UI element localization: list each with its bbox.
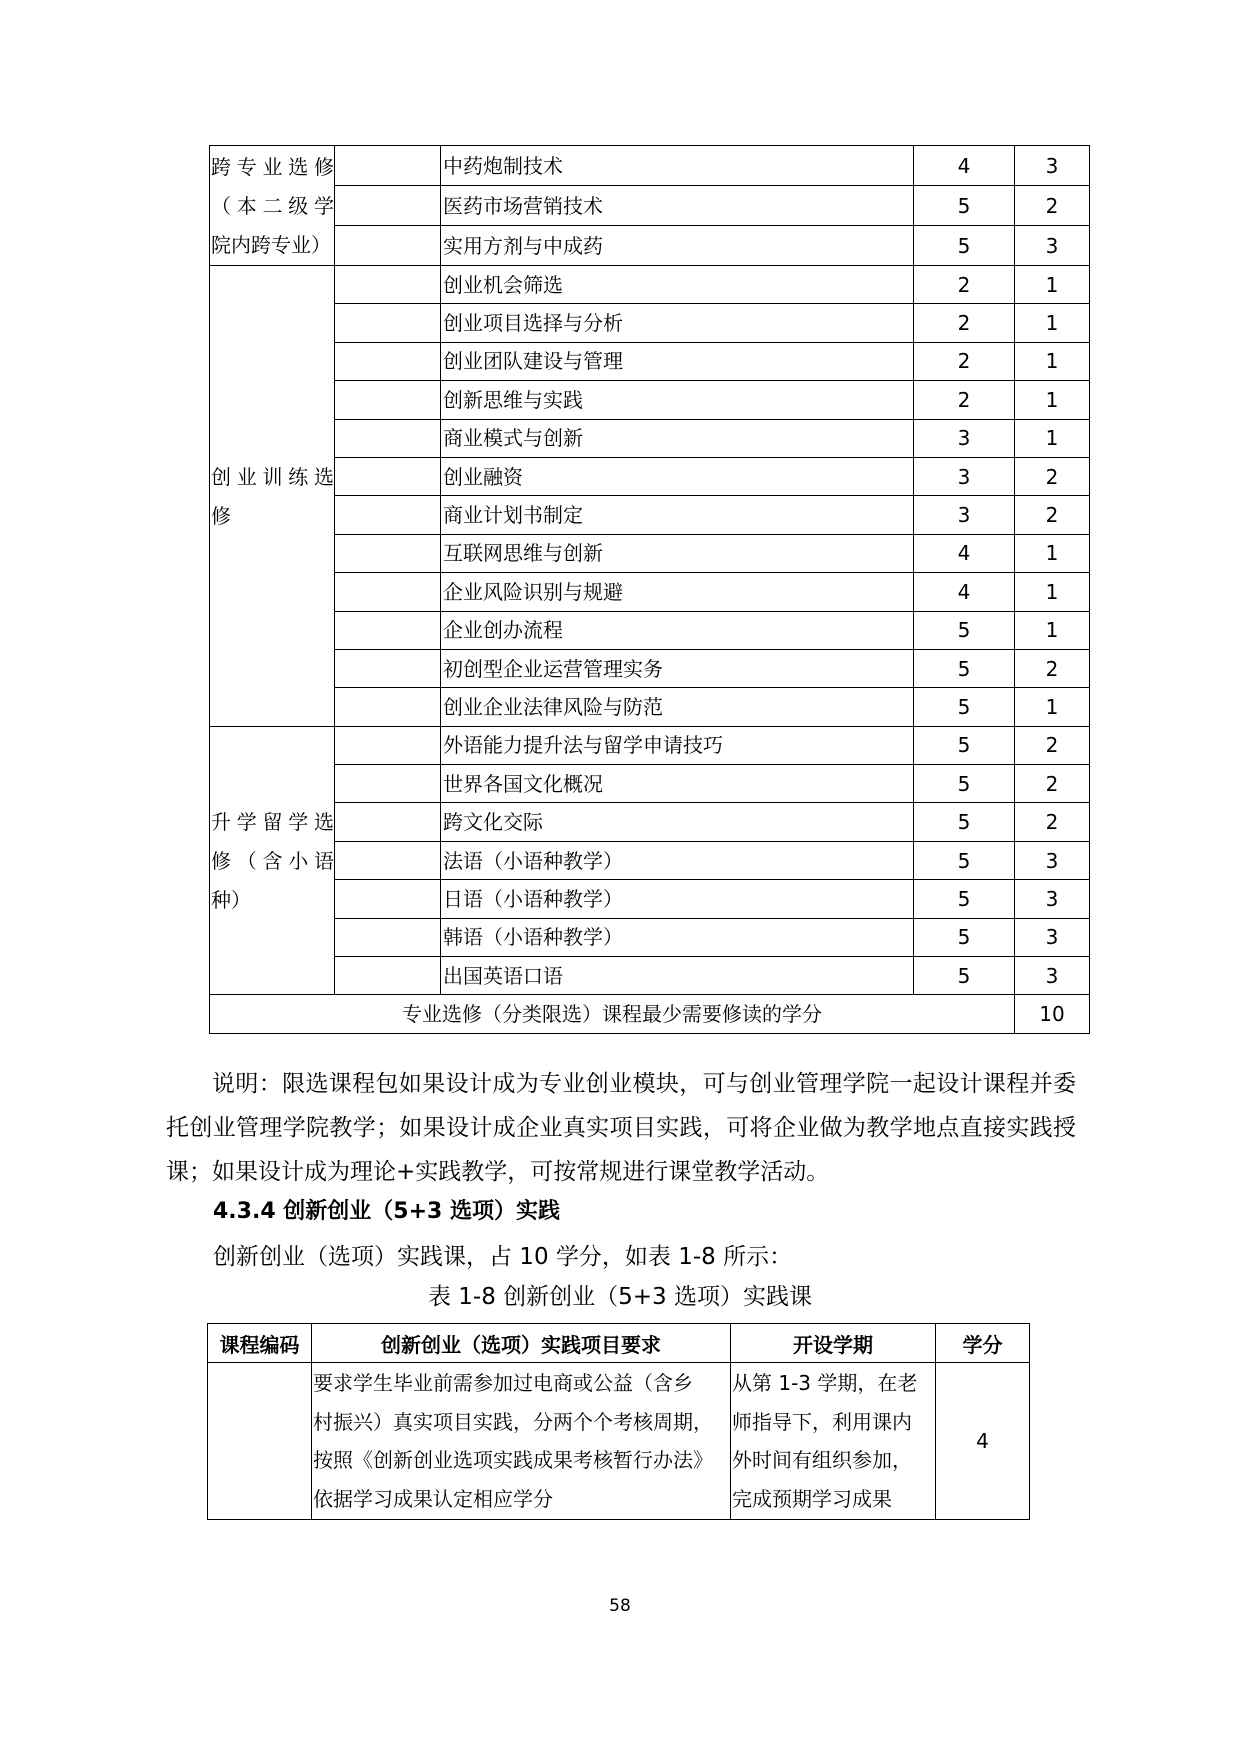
course-name: 创业企业法律风险与防范: [441, 688, 914, 726]
table-row: [210, 726, 1090, 764]
course-name: 创新思维与实践: [441, 381, 914, 419]
course-name: 商业模式与创新: [441, 419, 914, 457]
course-name: 实用方剂与中成药: [441, 226, 914, 266]
page-number: 58: [609, 1596, 631, 1616]
semester-cell: 5: [914, 726, 1015, 764]
table-row: [210, 841, 1090, 879]
empty-cell: [335, 496, 441, 534]
semester-cell: 5: [914, 765, 1015, 803]
credit-cell: 1: [1015, 573, 1090, 611]
semester-cell: 5: [914, 957, 1015, 995]
empty-cell: [335, 226, 441, 266]
credit-cell: 1: [1015, 342, 1090, 380]
header-requirement: 创新创业（选项）实践项目要求: [312, 1324, 731, 1363]
empty-cell: [335, 534, 441, 572]
header-credit: 学分: [936, 1324, 1030, 1363]
course-name: 外语能力提升法与留学申请技巧: [441, 726, 914, 764]
semester-cell: 4: [914, 573, 1015, 611]
semester-cell: 5: [914, 688, 1015, 726]
credit-cell: 1: [1015, 688, 1090, 726]
course-name: 出国英语口语: [441, 957, 914, 995]
table-row: [210, 342, 1090, 380]
empty-cell: [335, 726, 441, 764]
course-name: 企业创办流程: [441, 611, 914, 649]
credit-cell: 2: [1015, 765, 1090, 803]
credit-cell: 2: [1015, 457, 1090, 495]
empty-cell: [335, 957, 441, 995]
course-name: 创业团队建设与管理: [441, 342, 914, 380]
credit-cell: 2: [1015, 186, 1090, 226]
table-row: [210, 419, 1090, 457]
summary-row: [210, 995, 1090, 1033]
credit-cell: 1: [1015, 381, 1090, 419]
course-name: 日语（小语种教学）: [441, 880, 914, 918]
credit-cell: 1: [1015, 419, 1090, 457]
course-name: 企业风险识别与规避: [441, 573, 914, 611]
course-code-cell: [208, 1363, 312, 1520]
semester-cell: 2: [914, 266, 1015, 304]
table-row: [210, 186, 1090, 226]
table-row: [210, 765, 1090, 803]
header-course-code: 课程编码: [208, 1324, 312, 1363]
empty-cell: [335, 765, 441, 803]
semester-cell: 从第 1-3 学期，在老 师指导下，利用课内 外时间有组织参加， 完成预期学习成果: [731, 1363, 936, 1520]
credit-cell: 3: [1015, 226, 1090, 266]
empty-cell: [335, 841, 441, 879]
semester-cell: 5: [914, 226, 1015, 266]
empty-cell: [335, 266, 441, 304]
semester-cell: 5: [914, 918, 1015, 956]
table-row: [210, 573, 1090, 611]
course-name: 创业融资: [441, 457, 914, 495]
semester-cell: 3: [914, 496, 1015, 534]
table-row: [210, 266, 1090, 304]
table-row: [210, 226, 1090, 266]
semester-cell: 5: [914, 649, 1015, 687]
note-paragraph: 说明：限选课程包如果设计成为专业创业模块，可与创业管理学院一起设计课程并委托创业管理学院教学；如果设计成企业真实项目实践，可将企业做为教学地点直接实践授课；如果设计成为理论+实践教学，可按常规进行课堂教学活动。: [166, 1071, 1076, 1185]
course-name: 创业机会筛选: [441, 266, 914, 304]
elective-courses-table: [209, 145, 1090, 1034]
table-row: [210, 146, 1090, 186]
credit-cell: 1: [1015, 534, 1090, 572]
semester-cell: 2: [914, 381, 1015, 419]
table-row: [210, 496, 1090, 534]
empty-cell: [335, 381, 441, 419]
empty-cell: [335, 880, 441, 918]
credit-cell: 3: [1015, 880, 1090, 918]
empty-cell: [335, 688, 441, 726]
empty-cell: [335, 573, 441, 611]
table-header-row: [208, 1324, 1030, 1363]
empty-cell: [335, 918, 441, 956]
empty-cell: [335, 649, 441, 687]
semester-cell: 5: [914, 803, 1015, 841]
semester-cell: 5: [914, 841, 1015, 879]
table-row: [210, 649, 1090, 687]
empty-cell: [335, 304, 441, 342]
table-row: [210, 381, 1090, 419]
section-heading: 4.3.4 创新创业（5+3 选项）实践: [213, 1199, 561, 1224]
course-name: 跨文化交际: [441, 803, 914, 841]
course-name: 初创型企业运营管理实务: [441, 649, 914, 687]
course-name: 互联网思维与创新: [441, 534, 914, 572]
credit-cell: 2: [1015, 803, 1090, 841]
credit-cell: 1: [1015, 266, 1090, 304]
credit-cell: 3: [1015, 957, 1090, 995]
empty-cell: [335, 419, 441, 457]
table-row: [210, 688, 1090, 726]
empty-cell: [335, 611, 441, 649]
course-name: 医药市场营销技术: [441, 186, 914, 226]
credit-cell: 3: [1015, 918, 1090, 956]
semester-cell: 4: [914, 146, 1015, 186]
table-row: [210, 803, 1090, 841]
credit-cell: 4: [936, 1363, 1030, 1520]
course-name: 法语（小语种教学）: [441, 841, 914, 879]
credit-cell: 1: [1015, 304, 1090, 342]
semester-cell: 4: [914, 534, 1015, 572]
course-name: 商业计划书制定: [441, 496, 914, 534]
semester-cell: 3: [914, 457, 1015, 495]
table-row: [210, 304, 1090, 342]
credit-cell: 1: [1015, 611, 1090, 649]
empty-cell: [335, 186, 441, 226]
summary-value: 10: [1015, 995, 1090, 1033]
table-row: [210, 957, 1090, 995]
empty-cell: [335, 342, 441, 380]
course-name: 韩语（小语种教学）: [441, 918, 914, 956]
semester-cell: 5: [914, 880, 1015, 918]
intro-paragraph: 创新创业（选项）实践课，占 10 学分，如表 1-8 所示：: [213, 1244, 793, 1270]
semester-cell: 5: [914, 186, 1015, 226]
table-row: [210, 534, 1090, 572]
table-caption: 表 1-8 创新创业（5+3 选项）实践课: [427, 1284, 813, 1310]
semester-cell: 2: [914, 304, 1015, 342]
semester-cell: 3: [914, 419, 1015, 457]
header-semester: 开设学期: [731, 1324, 936, 1363]
table-row: [210, 457, 1090, 495]
course-name: 创业项目选择与分析: [441, 304, 914, 342]
practice-course-table: [207, 1323, 1030, 1520]
table-row: [210, 611, 1090, 649]
course-name: 中药炮制技术: [441, 146, 914, 186]
credit-cell: 2: [1015, 726, 1090, 764]
semester-cell: 5: [914, 611, 1015, 649]
category-cell: 创业训练选 修: [210, 266, 335, 727]
table-row: [208, 1363, 1030, 1520]
course-name: 世界各国文化概况: [441, 765, 914, 803]
credit-cell: 2: [1015, 496, 1090, 534]
category-cell: 跨专业选修 （本二级学 院内跨专业）: [210, 146, 335, 266]
credit-cell: 3: [1015, 841, 1090, 879]
table-row: [210, 918, 1090, 956]
category-cell: 升学留学选 修（含小语 种）: [210, 726, 335, 995]
summary-label: 专业选修（分类限选）课程最少需要修读的学分: [210, 995, 1015, 1033]
requirement-cell: 要求学生毕业前需参加过电商或公益（含乡 村振兴）真实项目实践，分两个个考核周期， 按照《创新创业选项实践成果考核暂行办法》 依据学习成果认定相应学分: [312, 1363, 731, 1520]
empty-cell: [335, 146, 441, 186]
empty-cell: [335, 457, 441, 495]
credit-cell: 2: [1015, 649, 1090, 687]
empty-cell: [335, 803, 441, 841]
credit-cell: 3: [1015, 146, 1090, 186]
table-row: [210, 880, 1090, 918]
semester-cell: 2: [914, 342, 1015, 380]
